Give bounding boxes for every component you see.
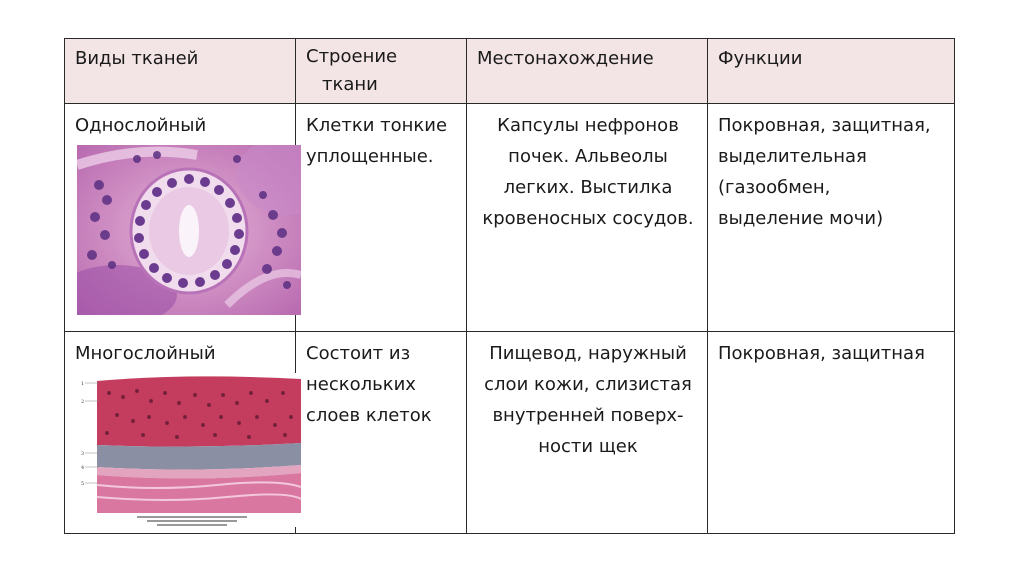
header-location-label: Местонахождение <box>477 48 654 69</box>
row2-type-cell <box>65 332 296 534</box>
row1-location-line: Капсулы нефронов <box>497 115 679 136</box>
header-functions-label: Функции <box>718 48 803 69</box>
header-location <box>467 39 708 104</box>
header-functions <box>708 39 955 104</box>
row1-location-line: почек. Альвеолы <box>508 146 668 167</box>
header-structure-line1: Строение <box>306 46 398 67</box>
row1-function-line: выделение мочи) <box>718 208 884 229</box>
row1-type: Однослойный <box>75 115 207 136</box>
row2-location-line: внутренней поверх- <box>492 405 684 426</box>
header-structure <box>296 39 467 104</box>
row2-location-line: Пищевод, наружный <box>489 343 687 364</box>
row1-function-line: (газообмен, <box>718 177 831 198</box>
row1-function-line: выделительная <box>718 146 867 167</box>
row1-structure-cell <box>296 104 467 332</box>
simple-epithelium-image <box>77 145 287 315</box>
row2-structure-cell <box>296 332 467 534</box>
header-structure-line2: ткани <box>322 74 378 95</box>
row1-structure-line: уплощенные. <box>306 146 434 167</box>
tissue-table <box>64 38 955 534</box>
row1-functions-cell <box>708 104 955 332</box>
svg-text:1: 1 <box>81 381 85 387</box>
row2-function-line: Покровная, защитная <box>718 343 925 364</box>
row2-location-line: слои кожи, слизистая <box>484 374 692 395</box>
row1-location-line: кровеносных сосудов. <box>482 208 694 229</box>
row1-location-cell <box>467 104 708 332</box>
row2-structure-line: слоев клеток <box>306 405 432 426</box>
header-row <box>65 39 955 104</box>
header-types-label: Виды тканей <box>75 48 199 69</box>
row1-structure-line: Клетки тонкие <box>306 115 448 136</box>
table-row <box>65 104 955 332</box>
table-row <box>65 332 955 534</box>
row2-structure-line: нескольких <box>306 374 416 395</box>
row2-location-cell <box>467 332 708 534</box>
row2-functions-cell <box>708 332 955 534</box>
svg-text:2: 2 <box>81 399 85 405</box>
row1-type-cell <box>65 104 296 332</box>
svg-text:3: 3 <box>81 451 85 457</box>
row2-structure-line: Состоит из <box>306 343 411 364</box>
stratified-epithelium-image <box>77 373 287 527</box>
svg-text:4: 4 <box>81 465 85 471</box>
row2-type: Многослойный <box>75 343 216 364</box>
row1-function-line: Покровная, защитная, <box>718 115 931 136</box>
row1-location-line: легких. Выстилка <box>503 177 673 198</box>
header-types <box>65 39 296 104</box>
svg-text:5: 5 <box>81 481 85 487</box>
row2-location-line: ности щек <box>538 436 638 457</box>
